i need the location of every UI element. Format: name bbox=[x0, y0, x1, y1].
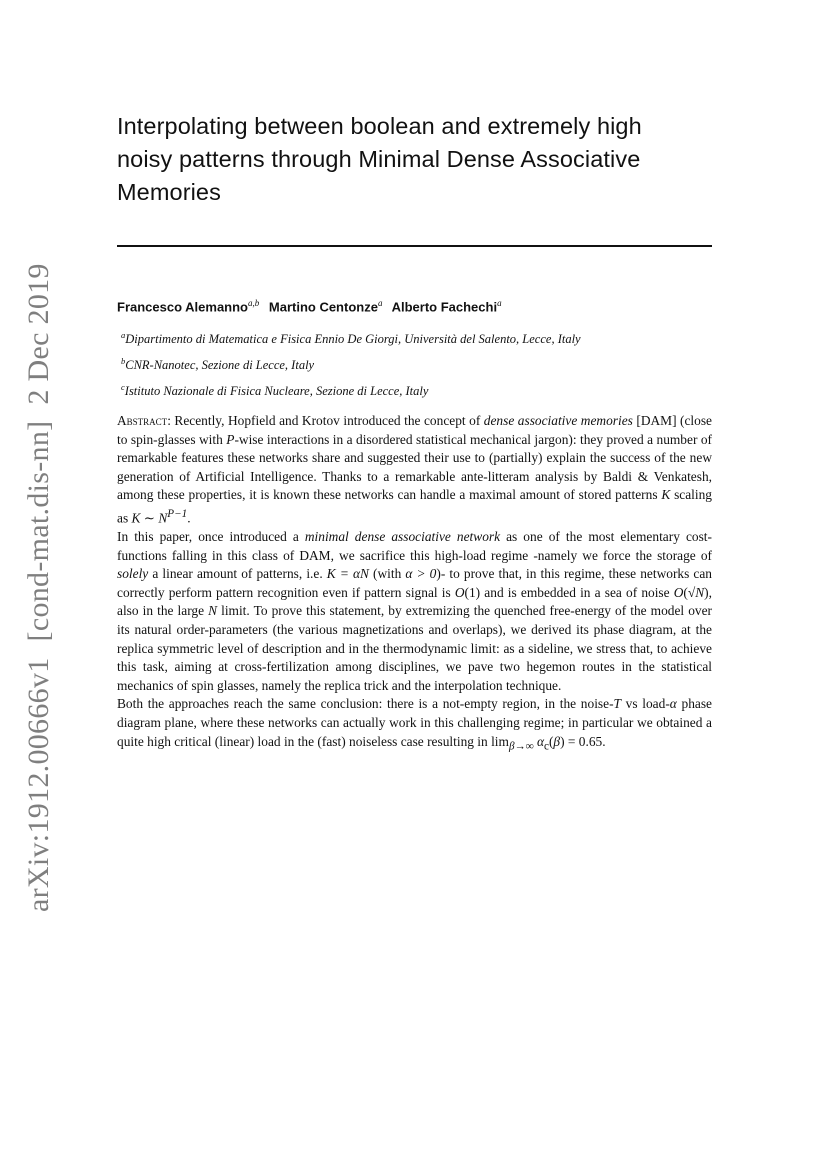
abstract-emphasis: minimal dense associative network bbox=[304, 529, 501, 545]
math-superscript: P−1 bbox=[167, 507, 188, 520]
math-sqrt: (√ bbox=[683, 584, 696, 600]
affiliation-mark: b bbox=[121, 356, 126, 367]
author-affil-mark: a bbox=[497, 298, 502, 308]
math-expression: K = αN bbox=[326, 566, 369, 582]
arxiv-date: 2 Dec 2019 bbox=[22, 263, 55, 405]
abstract-text: -wise interactions in a disordered statistical mechanical jargon): they proved a number of remarkable features these networks share and suggested their use to (partially) explain the success of the new generation of Artificial Intelligence. Thanks to a remarkable ante-litteram analysis by Baldi & Venkatesh, among these properties, it is known these networks can handle a maximal amount of stored patterns bbox=[117, 431, 712, 503]
abstract-text: ( bbox=[548, 733, 554, 749]
abstract-heading: Abstract bbox=[117, 413, 168, 428]
math-symbol: O bbox=[454, 584, 465, 600]
math-symbol: β bbox=[553, 733, 561, 749]
affiliation-text: Istituto Nazionale di Fisica Nucleare, Sezione di Lecce, Italy bbox=[124, 384, 429, 399]
author-affil-mark: a bbox=[377, 298, 383, 308]
abstract-text: (with bbox=[368, 566, 406, 582]
math-symbol: P bbox=[226, 431, 235, 447]
arxiv-category: [cond-mat.dis-nn] bbox=[22, 420, 55, 642]
arxiv-sidebar-stamp bbox=[22, 263, 56, 912]
affiliation-list bbox=[121, 324, 581, 402]
abstract-text: . bbox=[187, 510, 191, 526]
math-symbol: α bbox=[533, 733, 544, 749]
abstract-text: vs load- bbox=[620, 696, 670, 712]
author-name: Martino Centonze bbox=[268, 299, 378, 315]
abstract bbox=[117, 412, 712, 756]
abstract-text: : Recently, Hopfield and Krotov introduced the concept of bbox=[167, 413, 484, 428]
abstract-text: ), also in the large bbox=[117, 584, 712, 619]
math-symbol: N bbox=[208, 603, 218, 619]
affiliation bbox=[121, 376, 581, 402]
arxiv-id: arXiv:1912.00666v1 bbox=[22, 657, 55, 912]
affiliation-mark: a bbox=[121, 330, 126, 340]
abstract-text: ) = 0.65. bbox=[560, 733, 606, 749]
math-expression: K ∼ N bbox=[131, 510, 168, 526]
abstract-paragraph bbox=[117, 528, 712, 695]
math-subscript: β→∞ bbox=[508, 740, 534, 753]
abstract-text: phase diagram plane, where these networks can actually work in this challenging regime; in particular we obtained a quite high critical (linear) load in the (fast) noiseless case resulting in lim bbox=[117, 696, 712, 749]
abstract-text: [DAM] (close to spin-glasses with bbox=[117, 413, 713, 447]
abstract-paragraph bbox=[117, 695, 712, 755]
abstract-text: scaling as bbox=[117, 487, 712, 526]
abstract-text: In this paper, once introduced a bbox=[117, 529, 305, 545]
abstract-emphasis: solely bbox=[117, 566, 149, 582]
author-affil-mark: a,b bbox=[248, 298, 260, 308]
title-line: noisy patterns through Minimal Dense Associative bbox=[117, 146, 641, 172]
paper-title bbox=[117, 110, 717, 209]
title-line: Memories bbox=[117, 179, 221, 205]
author-name: Alberto Fachechi bbox=[391, 299, 498, 315]
abstract-text: limit. To prove this statement, by extremizing the quenched free-energy of the model over its natural order-parameters (the various magnetizations and overlaps), we derived its phase diagram, at the replica symmetric level of description and in the thermodynamic limit: as a sideline, we stress that, to achieve this task, aiming at cross-fertilization among disciplines, we pave two hegemon routes in the statistical mechanics of spin glasses, namely the replica trick and the interpolation technique. bbox=[117, 603, 712, 693]
affiliation bbox=[121, 350, 581, 376]
title-line: Interpolating between boolean and extremely high bbox=[117, 113, 642, 139]
math-symbol: α bbox=[669, 696, 677, 712]
abstract-text: a linear amount of patterns, i.e. bbox=[148, 566, 327, 582]
abstract-paragraph bbox=[117, 412, 712, 528]
affiliation-text: CNR-Nanotec, Sezione di Lecce, Italy bbox=[125, 358, 315, 373]
author-list bbox=[117, 298, 502, 314]
abstract-text: )- to prove that, in this regime, these networks can correctly perform pattern recognition even if pattern signal is bbox=[117, 566, 712, 600]
abstract-text: as one of the most elementary cost-functions falling in this class of DAM, we sacrifice this high-load regime -namely we force the storage of bbox=[117, 529, 712, 563]
author-name: Francesco Alemanno bbox=[117, 299, 249, 315]
abstract-emphasis: dense associative memories bbox=[483, 413, 633, 428]
math-symbol: O bbox=[673, 584, 684, 600]
math-symbol: N bbox=[695, 584, 705, 600]
affiliation-text: Dipartimento di Matematica e Fisica Ennio De Giorgi, Università del Salento, Lecce, Italy bbox=[125, 332, 581, 347]
affiliation bbox=[121, 324, 581, 350]
math-subscript: c bbox=[544, 740, 549, 753]
math-symbol: K bbox=[661, 487, 671, 503]
math-symbol: T bbox=[613, 696, 621, 712]
abstract-text: (1) and is embedded in a sea of noise bbox=[464, 584, 674, 600]
abstract-text: Both the approaches reach the same conclusion: there is a not-empty region, in the noise- bbox=[117, 696, 614, 712]
affiliation-mark: c bbox=[121, 382, 125, 393]
math-expression: α > 0 bbox=[405, 566, 437, 582]
title-rule bbox=[117, 245, 712, 247]
